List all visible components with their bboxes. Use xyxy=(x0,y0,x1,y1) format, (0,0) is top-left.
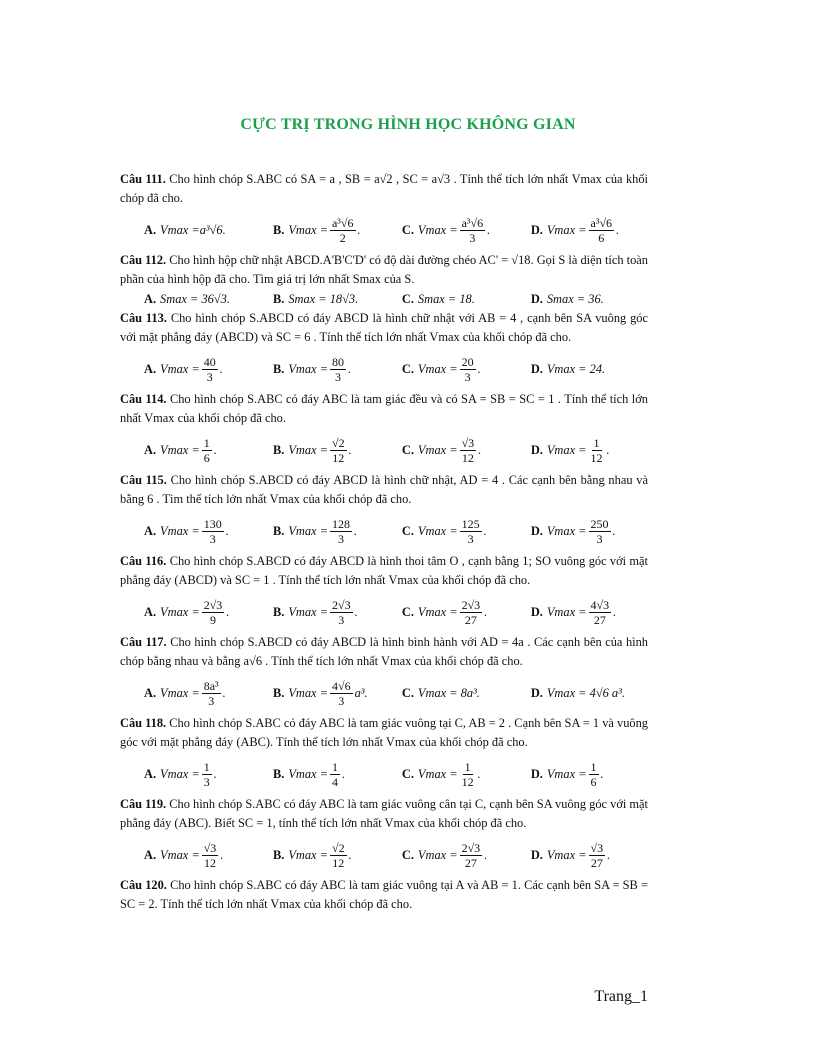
question-body: Cho hình hộp chữ nhật ABCD.A'B'C'D' có độ dài đường chéo AC' = √18. Gọi S là diện tích toàn phần của hình hộp đã cho. Tìm giá trị lớn nhất Smax của S. xyxy=(120,253,648,286)
option-fraction xyxy=(460,216,486,245)
answer-options xyxy=(144,289,648,309)
option-lhs: Vmax = xyxy=(288,442,328,457)
question-list xyxy=(120,170,648,914)
option-lhs: Vmax = xyxy=(546,604,587,619)
fraction-denominator: 3 xyxy=(334,369,341,384)
answer-option xyxy=(402,216,531,245)
option-tail: . xyxy=(219,361,223,376)
option-lhs: Smax = 18. xyxy=(417,291,475,306)
option-label: B. xyxy=(272,361,285,376)
option-tail: . xyxy=(483,523,487,538)
question-item xyxy=(120,390,648,468)
option-label: B. xyxy=(272,222,285,237)
fraction-numerator: 2√3 xyxy=(331,597,351,612)
option-tail: . xyxy=(354,604,358,619)
question-text xyxy=(120,471,648,509)
option-tail: . xyxy=(213,766,217,781)
answer-options xyxy=(144,351,648,387)
fraction-numerator: 1 xyxy=(331,759,338,774)
answer-option xyxy=(144,841,273,870)
option-lhs: Vmax = xyxy=(160,766,200,781)
option-fraction xyxy=(202,841,219,870)
option-label: A. xyxy=(144,685,157,700)
option-lhs: Vmax = xyxy=(160,222,200,237)
question-label: Câu 119. xyxy=(120,797,167,811)
option-label: A. xyxy=(144,523,157,538)
option-label: A. xyxy=(144,847,157,862)
option-label: A. xyxy=(144,766,157,781)
question-body: Cho hình chóp S.ABC có đáy ABC là tam giác vuông tại A và AB = 1. Các cạnh bên SA = SB = SC = 2. Tính thể tích lớn nhất Vmax của khối chóp đã cho. xyxy=(120,878,648,911)
option-lhs: Vmax = 24. xyxy=(546,361,606,376)
option-fraction xyxy=(202,355,218,384)
option-label: A. xyxy=(144,291,157,306)
fraction-numerator: 1 xyxy=(203,435,210,450)
fraction-denominator: 12 xyxy=(461,774,474,789)
answer-option xyxy=(273,290,402,309)
option-lhs: Vmax = xyxy=(288,604,328,619)
question-label: Câu 120. xyxy=(120,878,167,892)
answer-option xyxy=(273,216,402,245)
fraction-denominator: 27 xyxy=(464,612,477,627)
answer-option xyxy=(273,841,402,870)
option-fraction xyxy=(330,517,352,546)
answer-option xyxy=(531,760,648,789)
fraction-denominator: 3 xyxy=(469,230,476,245)
fraction-denominator: 27 xyxy=(590,855,603,870)
option-fraction xyxy=(589,517,611,546)
option-label: D. xyxy=(530,291,543,306)
option-label: D. xyxy=(530,222,543,237)
question-item xyxy=(120,251,648,309)
option-label: C. xyxy=(401,685,414,700)
option-tail: . xyxy=(213,442,217,457)
fraction-numerator: 4√6 xyxy=(331,678,351,693)
page-number: Trang_1 xyxy=(594,988,648,1005)
question-item xyxy=(120,552,648,630)
answer-option xyxy=(273,598,402,627)
option-fraction xyxy=(460,598,483,627)
answer-option xyxy=(402,841,531,870)
fraction-denominator: 3 xyxy=(596,531,603,546)
option-label: B. xyxy=(272,291,285,306)
answer-option xyxy=(531,290,648,309)
answer-option xyxy=(402,760,531,789)
option-fraction xyxy=(589,760,599,789)
fraction-denominator: 12 xyxy=(590,450,603,465)
fraction-numerator: √2 xyxy=(331,840,345,855)
fraction-numerator: 4√3 xyxy=(590,597,610,612)
fraction-denominator: 3 xyxy=(464,369,471,384)
option-label: D. xyxy=(530,523,543,538)
option-label: B. xyxy=(272,685,285,700)
option-lhs: Vmax = xyxy=(288,222,328,237)
fraction-numerator: 1 xyxy=(464,759,471,774)
fraction-numerator: a³√6 xyxy=(590,215,613,230)
fraction-denominator: 3 xyxy=(209,531,216,546)
fraction-denominator: 27 xyxy=(464,855,477,870)
answer-option xyxy=(144,221,273,240)
option-label: C. xyxy=(401,291,414,306)
fraction-numerator: √3 xyxy=(461,435,475,450)
option-tail: . xyxy=(607,847,611,862)
option-lhs: Vmax = 4√6 a³. xyxy=(546,685,625,700)
fraction-denominator: 6 xyxy=(598,230,605,245)
question-body: Cho hình chóp S.ABC có SA = a , SB = a√2 , SC = a√3 . Tính thể tích lớn nhất Vmax của khối chóp đã cho. xyxy=(120,172,649,205)
answer-options xyxy=(144,675,648,711)
fraction-denominator: 3 xyxy=(206,369,213,384)
option-label: C. xyxy=(401,847,414,862)
fraction-numerator: a³√6 xyxy=(331,215,354,230)
option-fraction xyxy=(202,760,212,789)
question-text xyxy=(120,390,648,428)
question-body: Cho hình chóp S.ABCD có đáy ABCD là hình thoi tâm O , cạnh bằng 1; SO vuông góc với mặt phẳng đáy (ABCD) và SC = 1 . Tính thể tích lớn nhất Vmax của khối chóp đã cho. xyxy=(120,554,648,587)
option-lhs: Vmax = xyxy=(160,847,200,862)
answer-option xyxy=(144,760,273,789)
fraction-denominator: 12 xyxy=(461,450,474,465)
option-label: B. xyxy=(272,847,285,862)
option-fraction xyxy=(202,598,225,627)
answer-option xyxy=(273,436,402,465)
question-item xyxy=(120,633,648,711)
question-item xyxy=(120,714,648,792)
question-label: Câu 114. xyxy=(120,392,167,406)
question-label: Câu 113. xyxy=(120,311,167,325)
question-label: Câu 111. xyxy=(120,172,166,186)
option-label: C. xyxy=(401,222,414,237)
option-label: D. xyxy=(530,847,543,862)
question-body: Cho hình chóp S.ABC có đáy ABC là tam giác vuông tại C, AB = 2 . Cạnh bên SA = 1 và vuông góc với mặt phẳng đáy (ABC). Tính thể tích lớn nhất Vmax của khối chóp đã cho. xyxy=(120,716,648,749)
fraction-numerator: 2√3 xyxy=(461,840,481,855)
option-tail: . xyxy=(226,604,230,619)
fraction-denominator: 6 xyxy=(590,774,597,789)
question-body: Cho hình chóp S.ABCD có đáy ABCD là hình bình hành với AD = 4a . Các cạnh bên của hình chóp bằng nhau và bằng a√6 . Tính thể tích lớn nhất Vmax của khối chóp đã cho. xyxy=(120,635,649,668)
option-lhs: Vmax = xyxy=(546,442,587,457)
question-body: Cho hình chóp S.ABCD có đáy ABCD là hình chữ nhật, AD = 4 . Các cạnh bên bằng nhau và bằng 6 . Tìm thể tích lớn nhất Vmax của khối chóp đã cho. xyxy=(120,473,648,506)
fraction-denominator: 4 xyxy=(331,774,338,789)
option-fraction xyxy=(330,598,353,627)
answer-option xyxy=(144,517,273,546)
option-label: A. xyxy=(144,222,157,237)
option-tail: . xyxy=(612,523,616,538)
option-lhs: Vmax = xyxy=(288,685,328,700)
option-tail: . xyxy=(348,847,352,862)
answer-option xyxy=(531,216,648,245)
question-body: Cho hình chóp S.ABC có đáy ABC là tam giác vuông cân tại C, cạnh bên SA vuông góc với mặt phẳng đáy (ABC). Biết SC = 1, tính thể tích lớn nhất Vmax của khối chóp đã cho. xyxy=(120,797,648,830)
question-item xyxy=(120,471,648,549)
option-lhs: Vmax = xyxy=(546,847,587,862)
fraction-denominator: 3 xyxy=(208,693,215,708)
option-tail: . xyxy=(484,847,488,862)
option-lhs: Smax = 36. xyxy=(546,291,604,306)
option-lhs: Vmax = xyxy=(160,685,200,700)
option-label: A. xyxy=(144,604,157,619)
fraction-denominator: 3 xyxy=(337,531,344,546)
fraction-numerator: 2√3 xyxy=(203,597,223,612)
fraction-denominator: 3 xyxy=(338,693,345,708)
option-tail: . xyxy=(348,442,352,457)
question-text xyxy=(120,170,648,208)
fraction-numerator: 20 xyxy=(461,354,474,369)
fraction-denominator: 12 xyxy=(332,450,345,465)
fraction-numerator: √2 xyxy=(331,435,345,450)
answer-option xyxy=(273,760,402,789)
option-label: C. xyxy=(401,442,414,457)
option-tail: . xyxy=(477,361,481,376)
option-fraction xyxy=(330,841,347,870)
question-item xyxy=(120,876,648,914)
option-fraction xyxy=(460,355,476,384)
answer-option xyxy=(402,684,531,703)
option-label: D. xyxy=(530,604,543,619)
question-body: Cho hình chóp S.ABCD có đáy ABCD là hình chữ nhật với AB = 4 , cạnh bên SA vuông góc với mặt phẳng đáy (ABCD) và SC = 6 . Tính thể tích lớn nhất Vmax của khối chóp đã cho. xyxy=(120,311,648,344)
option-tail: . xyxy=(353,523,358,538)
option-lhs: Vmax = xyxy=(288,766,328,781)
option-tail: . xyxy=(477,766,481,781)
fraction-denominator: 3 xyxy=(338,612,345,627)
fraction-numerator: 40 xyxy=(203,354,216,369)
answer-option xyxy=(144,355,273,384)
answer-option xyxy=(531,598,648,627)
option-fraction xyxy=(460,436,477,465)
option-label: D. xyxy=(530,361,543,376)
answer-options xyxy=(144,212,648,248)
option-label: B. xyxy=(272,604,285,619)
fraction-denominator: 2 xyxy=(339,230,346,245)
page-title: CỰC TRỊ TRONG HÌNH HỌC KHÔNG GIAN xyxy=(240,116,576,133)
option-label: B. xyxy=(272,523,285,538)
fraction-numerator: 125 xyxy=(461,516,480,531)
option-fraction xyxy=(330,679,353,708)
option-label: D. xyxy=(530,442,543,457)
question-text xyxy=(120,795,648,833)
question-body: Cho hình chóp S.ABC có đáy ABC là tam giác đều và có SA = SB = SC = 1 . Tính thể tích lớn nhất Vmax của khối chóp đã cho. xyxy=(120,392,648,425)
answer-option xyxy=(144,290,273,309)
option-fraction xyxy=(330,760,340,789)
option-tail: . xyxy=(357,222,361,237)
option-label: A. xyxy=(144,442,157,457)
option-label: C. xyxy=(401,766,414,781)
option-tail: a³. xyxy=(354,685,368,700)
option-tail: . xyxy=(341,766,346,781)
fraction-denominator: 3 xyxy=(203,774,210,789)
option-lhs: Smax = 36√3. xyxy=(160,291,230,306)
fraction-numerator: 1 xyxy=(203,759,210,774)
answer-option xyxy=(402,436,531,465)
option-lhs: Vmax = xyxy=(160,361,200,376)
question-text xyxy=(120,552,648,590)
question-text xyxy=(120,251,648,289)
option-fraction xyxy=(589,216,615,245)
option-fraction xyxy=(460,841,483,870)
option-label: A. xyxy=(144,361,157,376)
answer-option xyxy=(144,598,273,627)
question-item xyxy=(120,309,648,387)
answer-options xyxy=(144,594,648,630)
fraction-numerator: √3 xyxy=(203,840,217,855)
option-lhs: Vmax = xyxy=(417,442,458,457)
fraction-numerator: 8a³ xyxy=(203,678,219,693)
answer-options xyxy=(144,513,648,549)
fraction-numerator: 130 xyxy=(203,516,222,531)
option-tail: . xyxy=(600,766,604,781)
option-fraction xyxy=(589,436,605,465)
option-lhs: Vmax = xyxy=(546,766,587,781)
answer-option xyxy=(402,517,531,546)
option-fraction xyxy=(460,760,476,789)
fraction-numerator: 80 xyxy=(331,354,344,369)
option-label: C. xyxy=(401,604,414,619)
option-label: B. xyxy=(272,766,285,781)
option-tail: . xyxy=(616,222,620,237)
option-tail: . xyxy=(478,442,482,457)
answer-option xyxy=(402,355,531,384)
answer-option xyxy=(144,679,273,708)
answer-option xyxy=(531,841,648,870)
option-lhs: Vmax = xyxy=(417,604,458,619)
question-text xyxy=(120,309,648,347)
question-label: Câu 118. xyxy=(120,716,167,730)
option-fraction xyxy=(589,841,606,870)
fraction-denominator: 27 xyxy=(593,612,606,627)
option-lhs: Vmax = 8a³. xyxy=(417,685,480,700)
option-fraction xyxy=(202,436,212,465)
option-lhs: Vmax = xyxy=(160,442,200,457)
fraction-denominator: 12 xyxy=(204,855,217,870)
option-tail: . xyxy=(225,523,229,538)
option-fraction xyxy=(330,355,346,384)
answer-options xyxy=(144,756,648,792)
option-tail: . xyxy=(487,222,491,237)
answer-option xyxy=(144,436,273,465)
question-label: Câu 115. xyxy=(120,473,167,487)
answer-option xyxy=(531,436,648,465)
option-label: B. xyxy=(272,442,285,457)
option-lhs: Vmax = xyxy=(288,523,328,538)
fraction-numerator: 128 xyxy=(331,516,350,531)
option-fraction xyxy=(330,216,356,245)
fraction-numerator: 250 xyxy=(590,516,609,531)
question-text xyxy=(120,714,648,752)
option-lhs: Vmax = xyxy=(417,766,458,781)
option-label: D. xyxy=(530,766,543,781)
option-lhs: Vmax = xyxy=(288,361,328,376)
fraction-denominator: 12 xyxy=(332,855,345,870)
question-item xyxy=(120,170,648,248)
answer-option xyxy=(402,598,531,627)
option-fraction xyxy=(589,598,612,627)
question-label: Câu 112. xyxy=(120,253,167,267)
option-tail: . xyxy=(484,604,488,619)
answer-option xyxy=(531,517,648,546)
answer-option xyxy=(402,290,531,309)
fraction-numerator: 1 xyxy=(593,435,600,450)
option-label: D. xyxy=(530,685,543,700)
question-label: Câu 117. xyxy=(120,635,167,649)
fraction-denominator: 9 xyxy=(210,612,217,627)
answer-option xyxy=(273,679,402,708)
option-tail: . xyxy=(222,685,226,700)
option-lhs: Vmax = xyxy=(546,523,587,538)
option-tail: . xyxy=(220,847,224,862)
option-tail: . xyxy=(606,442,610,457)
question-text xyxy=(120,633,648,671)
answer-option xyxy=(273,355,402,384)
option-lhs: Vmax = xyxy=(160,523,200,538)
option-fraction xyxy=(460,517,482,546)
fraction-denominator: 3 xyxy=(467,531,474,546)
option-fraction xyxy=(202,517,224,546)
fraction-numerator: 2√3 xyxy=(461,597,481,612)
option-lhs: Vmax = xyxy=(546,222,587,237)
option-tail: a³√6. xyxy=(199,222,226,237)
option-lhs: Vmax = xyxy=(417,847,458,862)
option-lhs: Vmax = xyxy=(417,523,458,538)
answer-options xyxy=(144,837,648,873)
option-fraction xyxy=(330,436,347,465)
question-item xyxy=(120,795,648,873)
option-tail: . xyxy=(347,361,352,376)
answer-option xyxy=(531,684,648,703)
option-lhs: Vmax = xyxy=(288,847,328,862)
option-lhs: Vmax = xyxy=(160,604,200,619)
option-fraction xyxy=(202,679,221,708)
answer-options xyxy=(144,432,648,468)
option-lhs: Vmax = xyxy=(417,222,458,237)
option-label: C. xyxy=(401,523,414,538)
option-tail: . xyxy=(613,604,617,619)
fraction-numerator: 1 xyxy=(590,759,597,774)
option-lhs: Vmax = xyxy=(417,361,458,376)
option-label: C. xyxy=(401,361,414,376)
answer-option xyxy=(273,517,402,546)
fraction-numerator: a³√6 xyxy=(461,215,484,230)
question-label: Câu 116. xyxy=(120,554,167,568)
fraction-numerator: √3 xyxy=(590,840,604,855)
fraction-denominator: 6 xyxy=(203,450,210,465)
question-text xyxy=(120,876,648,914)
option-lhs: Smax = 18√3. xyxy=(288,291,359,306)
answer-option xyxy=(531,360,648,379)
